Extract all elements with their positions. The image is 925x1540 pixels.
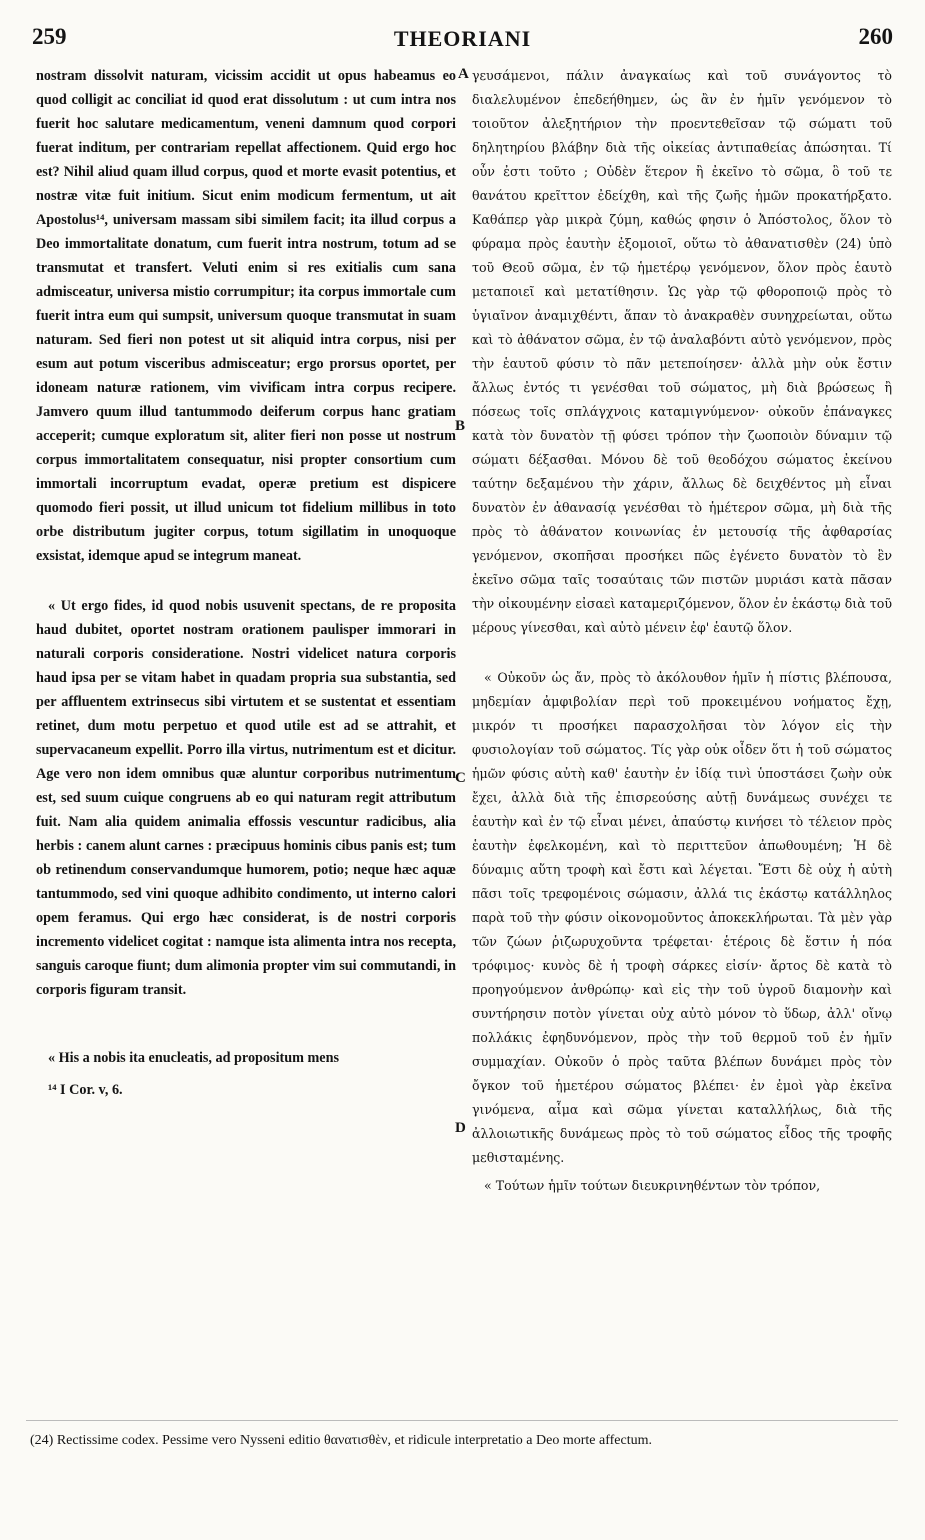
page-number-right: 260 (858, 24, 893, 49)
page-header (32, 24, 893, 60)
greek-paragraph: γευσάμενοι, πάλιν ἀναγκαίως καὶ τοῦ συνάγοντος τὸ διαλελυμένον ἐπεδεήθημεν, ὡς ἂν ἐν ἡμῖν γενόμενον τὸ τοιοῦτον ἀλεξητήριον τὴν προεντεθεῖσαν τῷ σώματι τοῦ δηλητηρίου βλάβην διὰ τῆς οἰκείας ἀντιπαθείας ἀπώσηται. Τί οὖν ἐστι τοῦτο ; Οὐδὲν ἕτερον ἢ ἐκεῖνο τὸ σῶμα, ὃ τοῦ τε θανάτου κρεῖττον ἐδείχθη, καὶ τῆς ζωῆς ἡμῶν προκατήρξατο. Καθάπερ γὰρ μικρὰ ζύμη, καθώς φησιν ὁ Ἀπόστολος, ὅλον τὸ φύραμα πρὸς ἑαυτὴν ἐξομοιοῖ, οὕτω τὸ ἀθανατισθὲν (24) ὑπὸ τοῦ Θεοῦ σῶμα, ἐν τῷ ἡμετέρῳ γενόμενον, ὅλον πρὸς ἑαυτὸ μεταποιεῖ καὶ μετατίθησιν. Ὡς γὰρ τῷ φθοροποιῷ πρὸς τὸ ὑγιαῖνον ἀναμιχθέντι, ἅπαν τὸ ἀνακραθὲν συνηχρείωται, οὕτω καὶ τὸ ἀθάνατον σῶμα, ἐν τῷ ἀναλαβόντι αὐτὸ γενόμενον, πρὸς τὴν ἑαυτοῦ φύσιν τὸ πᾶν μετεποίησεν· ἀλλὰ μὴν οὐκ ἔστιν ἄλλως ἐντός τι γενέσθαι τοῦ σώματος, μὴ διὰ βρώσεως ἢ πόσεως τοῖς σπλάγχνοις καταμιγνύμενον· οὐκοῦν ἐπάναγκες κατὰ τὸν δυνατὸν τῇ φύσει τρόπον τὴν ζωοποιὸν δύναμιν τῷ σώματι δέξασθαι. Μόνου δὲ τοῦ θεοδόχου σώματος ἐκείνου ταύτην δεξαμένου τὴν χάριν, ἄλλως δὲ δειχθέντος μὴ εἶναι δυνατὸν ἐν ἀθανασίᾳ γενέσθαι τὸ ἡμέτερον σῶμα, μὴ διὰ τῆς πρὸς τὸ ἀθάνατον κοινωνίας ἐν μετουσίᾳ τῆς ἀφθαρσίας γενόμενον, σκοπῆσαι προσήκει πῶς ἐγένετο δυνατὸν τὸ ἓν ἐκεῖνο σῶμα ταῖς τοσαύταις τῶν πιστῶν μυριάσι κατὰ πᾶσαν τὴν οἰκουμένην εἰσαεὶ καταμεριζόμενον, ὅλον ἐν ἑκάστῳ διὰ τοῦ μέρους γίνεσθαι, καὶ αὐτὸ μένειν ἐφ' ἑαυτῷ ὅλον. (472, 68, 892, 635)
latin-paragraph: « Ut ergo fides, id quod nobis usuvenit spectans, de re proposita haud dubitet, oportet nostram orationem paulisper immorari in naturali corporis consideratione. Nostri videlicet natura corporis haud ipsa per se vitam habet in quadam propria sua substantia, sed per affluentem extrinsecus sibi virtutem et se sustentat et essentiam retinet, dum motu perpetuo et quod utile est ad se attrahit, et supervacaneum expellit. Porro illa virtus, nutrimentum est et dicitur. Age vero non idem omnibus quæ aluntur corporibus nutrimentum est, sed suum cuique congruens ab eo qui naturam regit attributum fuit. Nam alia quidem animalia effossis vescuntur radicibus, alia herbis : canem alunt carnes : præcipuus hominis cibus panis est; tum ob retinendum conservandumque humorem, potio; neque hæc aquæ tantummodo, sed vini quoque adhibito condimento, ut interno calori opem feramus. Qui ergo hæc considerat, is de nostri corporis incremento videlicet cogitat : namque ista alimenta intra nos recepta, sanguis caroque fiunt; dum alimonia propter vim sui commutandi, in corporis figuram transit. (36, 598, 456, 998)
margin-marker-d: D (455, 1120, 466, 1136)
margin-marker-a: A (458, 66, 469, 82)
greek-column (472, 64, 892, 1386)
margin-marker-c: C (455, 770, 466, 786)
latin-paragraph: « His a nobis ita enucleatis, ad propositum mens (48, 1050, 340, 1066)
latin-footnote: ¹⁴ I Cor. v, 6. (48, 1082, 123, 1098)
margin-marker-b: B (455, 418, 466, 434)
greek-paragraph: « Τούτων ἡμῖν τούτων διευκρινηθέντων τὸν τρόπον, (484, 1178, 821, 1193)
page-footnote: (24) Rectissime codex. Pessime vero Nysseni editio θανατισθὲν, et ridicule interpretatio a Deo morte affectum. (30, 1433, 652, 1448)
running-title: THEORIANI (393, 26, 532, 51)
page-number-left: 259 (32, 24, 67, 49)
latin-paragraph: nostram dissolvit naturam, vicissim accidit ut opus habeamus eo quod colligit ac conciliat id quod erat dissolutum : ut cum intra nos fuerit hoc salutare medicamentum, veneni damnum quod corpori fuerat inditum, per contrariam repellat affectionem. Quid ergo hoc est? Nihil aliud quam illud corpus, quod et morte evasit potentius, et nostræ vitæ fuit initium. Sicut enim modicum fermentum, ut ait Apostolus¹⁴, universam massam sibi similem facit; ita illud corpus a Deo immortalitate donatum, cum fuerit intra nostrum, totum ad se transmutat et transfert. Veluti enim si res exitialis cum sana admisceatur, universa mistio corrumpitur; ita corpus immortale cum fuerit intra eum qui sumpsit, universum quoque transmutat in suam naturam. Sed fieri non potest ut sit aliquid intra corpus, nisi per esum aut potum visceribus admisceatur; ergo prorsus oportet, per idoneam naturæ rationem, vim vivificam intra corpus recipere. Jamvero quum illud tantummodo deiferum corpus hanc gratiam acceperit; cumque exploratum sit, aliter fieri non posse ut nostrum corpus immortalitatem consequatur, nisi propter consortium cum immortali incorruptum evadat, operæ pretium est dispicere quomodo fieri possit, ut illud unicum tot fidelium millibus in toto orbe distributum jugiter corpus, totum sigillatim in unoquoque exsistat, idemque apud se integrum maneat. (36, 68, 456, 564)
latin-column (36, 64, 456, 1386)
greek-paragraph: « Οὐκοῦν ὡς ἄν, πρὸς τὸ ἀκόλουθον ἡμῖν ἡ πίστις βλέπουσα, μηδεμίαν ἀμφιβολίαν περὶ τοῦ προκειμένου νοήματος ἔχῃ, μικρόν τι προσήκει παρασχολῆσαι τὸν λόγον εἰς τὴν φυσιολογίαν τοῦ σώματος. Τίς γὰρ οὐκ οἶδεν ὅτι ἡ τοῦ σώματος ἡμῶν φύσις αὐτὴ καθ' ἑαυτὴν ἐν ἰδίᾳ τινὶ ὑποστάσει ζωὴν οὐκ ἔχει, ἀλλὰ διὰ τῆς ἐπισρεούσης αὐτῇ δυνάμεως συνέχει τε ἑαυτὴν καὶ ἐν τῷ εἶναι μένει, ἀπαύστῳ κινήσει τὸ τέλειον πρὸς ἑαυτὴν ἐφελκομένη, καὶ τὸ περιττεῦον ἀπωθουμένη; Ἡ δὲ δύναμις αὕτη τροφὴ καὶ ἔστι καὶ λέγεται. Ἔστι δὲ οὐχ ἡ αὐτὴ πᾶσι τοῖς τρεφομένοις σώμασιν, ἀλλά τις ἑκάστῳ κατάλληλος παρὰ τοῦ τὴν φύσιν οἰκονομοῦντος ἀποκεκλήρωται. Τὰ μὲν γὰρ τῶν ζώων ῥιζωρυχοῦντα τρέφεται· ἑτέροις δὲ ἔστιν ἡ πόα τρόφιμος· κυνὸς δὲ ἡ τροφὴ σάρκες εἰσίν· ἄρτος δὲ κατὰ τὸ προηγούμενον ἀνθρώπῳ· καὶ εἰς τὴν τοῦ ὑγροῦ διαμονὴν καὶ συντήρησιν ποτὸν γίνεται οὐχ αὐτὸ μόνον τὸ ὕδωρ, ἀλλ' οἴνῳ πολλάκις ἐφηδυνόμενον, πρὸς τὴν τοῦ θερμοῦ τοῦ ἐν ἡμῖν συμμαχίαν. Οὐκοῦν ὁ πρὸς ταῦτα βλέπων δυνάμει πρὸς τὸν ὄγκον τοῦ ἡμετέρου σώματος βλέπει· ἐν ἐμοὶ γὰρ ἐκεῖνα γινόμενα, αἷμα καὶ σῶμα γίνεται καταλλήλως, διὰ τῆς ἀλλοιωτικῆς δυνάμεως πρὸς τὸ τοῦ σώματος εἶδος τῆς τροφῆς μεθισταμένης. (472, 670, 892, 1165)
footnote-divider (26, 1420, 898, 1421)
